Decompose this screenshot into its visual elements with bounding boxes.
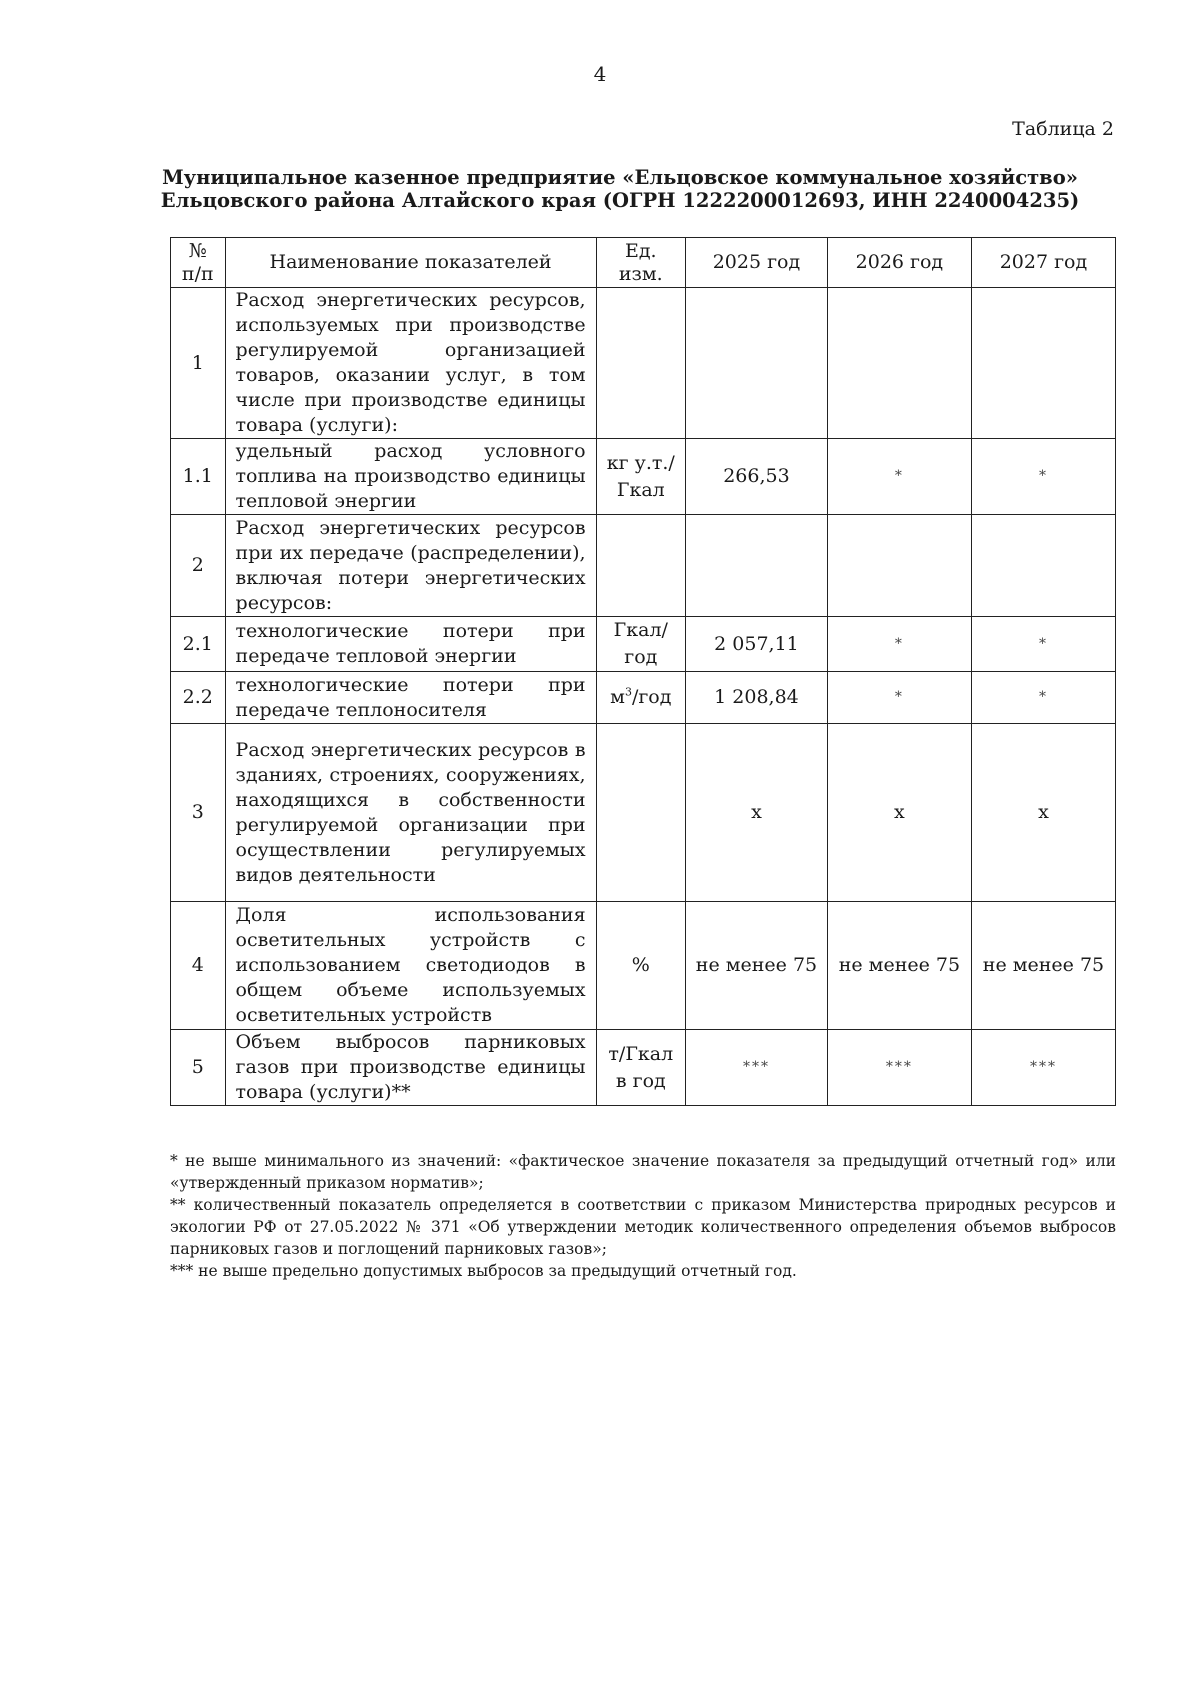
row-name: Расход энергетических ресурсов при их передаче (распределении), включая потери энергетических ресурсов: bbox=[225, 515, 596, 617]
row-num: 1 bbox=[171, 288, 226, 439]
page-number: 4 bbox=[593, 62, 607, 86]
row-name: Расход энергетических ресурсов в зданиях, строениях, сооружениях, находящихся в собственности регулируемой организации при осуществлении регулируемых видов деятельности bbox=[225, 724, 596, 902]
header-num: № п/п bbox=[171, 238, 226, 288]
row-num: 2 bbox=[171, 515, 226, 617]
row-value-2026: * bbox=[827, 672, 971, 724]
row-unit: кг у.т./ Гкал bbox=[596, 439, 685, 515]
row-value-2025 bbox=[686, 288, 828, 439]
row-name: технологические потери при передаче теплоносителя bbox=[225, 672, 596, 724]
row-value-2027: * bbox=[971, 439, 1115, 515]
row-num: 2.1 bbox=[171, 617, 226, 672]
header-name: Наименование показателей bbox=[225, 238, 596, 288]
row-value-2026 bbox=[827, 288, 971, 439]
row-num: 4 bbox=[171, 902, 226, 1030]
organization-title-line-1: Муниципальное казенное предприятие «Ельцовское коммунальное хозяйство» bbox=[162, 166, 1078, 189]
table-row bbox=[171, 288, 1116, 439]
row-value-2026: х bbox=[827, 724, 971, 902]
row-value-2025: 2 057,11 bbox=[686, 617, 828, 672]
row-value-2027 bbox=[971, 515, 1115, 617]
row-unit bbox=[596, 672, 685, 724]
row-unit bbox=[596, 288, 685, 439]
row-value-2027: не менее 75 bbox=[971, 902, 1115, 1030]
header-unit: Ед. изм. bbox=[596, 238, 685, 288]
row-num: 5 bbox=[171, 1030, 226, 1106]
organization-title bbox=[160, 166, 1080, 212]
row-value-2027 bbox=[971, 288, 1115, 439]
header-2027: 2027 год bbox=[971, 238, 1115, 288]
footnote-2: ** количественный показатель определяется в соответствии с приказом Министерства природных ресурсов и экологии РФ от 27.05.2022 № 371 «Об утверждении методик количественного определения объемов выбросов парниковых газов и поглощений парниковых газов»; bbox=[170, 1196, 1116, 1258]
table-row bbox=[171, 439, 1116, 515]
row-value-2025: 1 208,84 bbox=[686, 672, 828, 724]
footnotes bbox=[170, 1150, 1116, 1282]
table-row bbox=[171, 724, 1116, 902]
footnote-1: * не выше минимального из значений: «фактическое значение показателя за предыдущий отчетный год» или «утвержденный приказом норматив»; bbox=[170, 1152, 1116, 1192]
unit-superscript: 3 bbox=[624, 685, 632, 699]
row-value-2025: *** bbox=[686, 1030, 828, 1106]
table-row bbox=[171, 617, 1116, 672]
row-unit bbox=[596, 724, 685, 902]
row-value-2026: не менее 75 bbox=[827, 902, 971, 1030]
row-name: Объем выбросов парниковых газов при производстве единицы товара (услуги)** bbox=[225, 1030, 596, 1106]
row-value-2026: * bbox=[827, 617, 971, 672]
footnote-3: *** не выше предельно допустимых выбросов за предыдущий отчетный год. bbox=[170, 1262, 797, 1280]
row-unit: т/Гкал в год bbox=[596, 1030, 685, 1106]
table-row bbox=[171, 515, 1116, 617]
row-unit: % bbox=[596, 902, 685, 1030]
table-row bbox=[171, 1030, 1116, 1106]
row-value-2027: * bbox=[971, 617, 1115, 672]
row-value-2027: х bbox=[971, 724, 1115, 902]
row-num: 2.2 bbox=[171, 672, 226, 724]
header-2026: 2026 год bbox=[827, 238, 971, 288]
row-value-2027: * bbox=[971, 672, 1115, 724]
organization-title-line-2: Ельцовского района Алтайского края (ОГРН 1222200012693, ИНН 2240004235) bbox=[160, 189, 1080, 212]
row-unit bbox=[596, 515, 685, 617]
row-value-2027: *** bbox=[971, 1030, 1115, 1106]
unit-base: м bbox=[610, 686, 625, 708]
row-name: удельный расход условного топлива на производство единицы тепловой энергии bbox=[225, 439, 596, 515]
table-row bbox=[171, 672, 1116, 724]
row-value-2025 bbox=[686, 515, 828, 617]
row-value-2025: 266,53 bbox=[686, 439, 828, 515]
row-name: Расход энергетических ресурсов, используемых при производстве регулируемой организацией товаров, оказании услуг, в том числе при производстве единицы товара (услуги): bbox=[225, 288, 596, 439]
header-2025: 2025 год bbox=[686, 238, 828, 288]
row-name: технологические потери при передаче тепловой энергии bbox=[225, 617, 596, 672]
row-unit: Гкал/ год bbox=[596, 617, 685, 672]
row-value-2025: х bbox=[686, 724, 828, 902]
row-value-2026 bbox=[827, 515, 971, 617]
indicators-table bbox=[170, 237, 1116, 1106]
row-num: 1.1 bbox=[171, 439, 226, 515]
row-name: Доля использования осветительных устройств с использованием светодиодов в общем объеме используемых осветительных устройств bbox=[225, 902, 596, 1030]
table-header-row bbox=[171, 238, 1116, 288]
table-row bbox=[171, 902, 1116, 1030]
unit-rest: /год bbox=[631, 686, 672, 708]
row-num: 3 bbox=[171, 724, 226, 902]
table-label: Таблица 2 bbox=[1012, 118, 1114, 140]
row-value-2026: *** bbox=[827, 1030, 971, 1106]
row-value-2025: не менее 75 bbox=[686, 902, 828, 1030]
row-value-2026: * bbox=[827, 439, 971, 515]
